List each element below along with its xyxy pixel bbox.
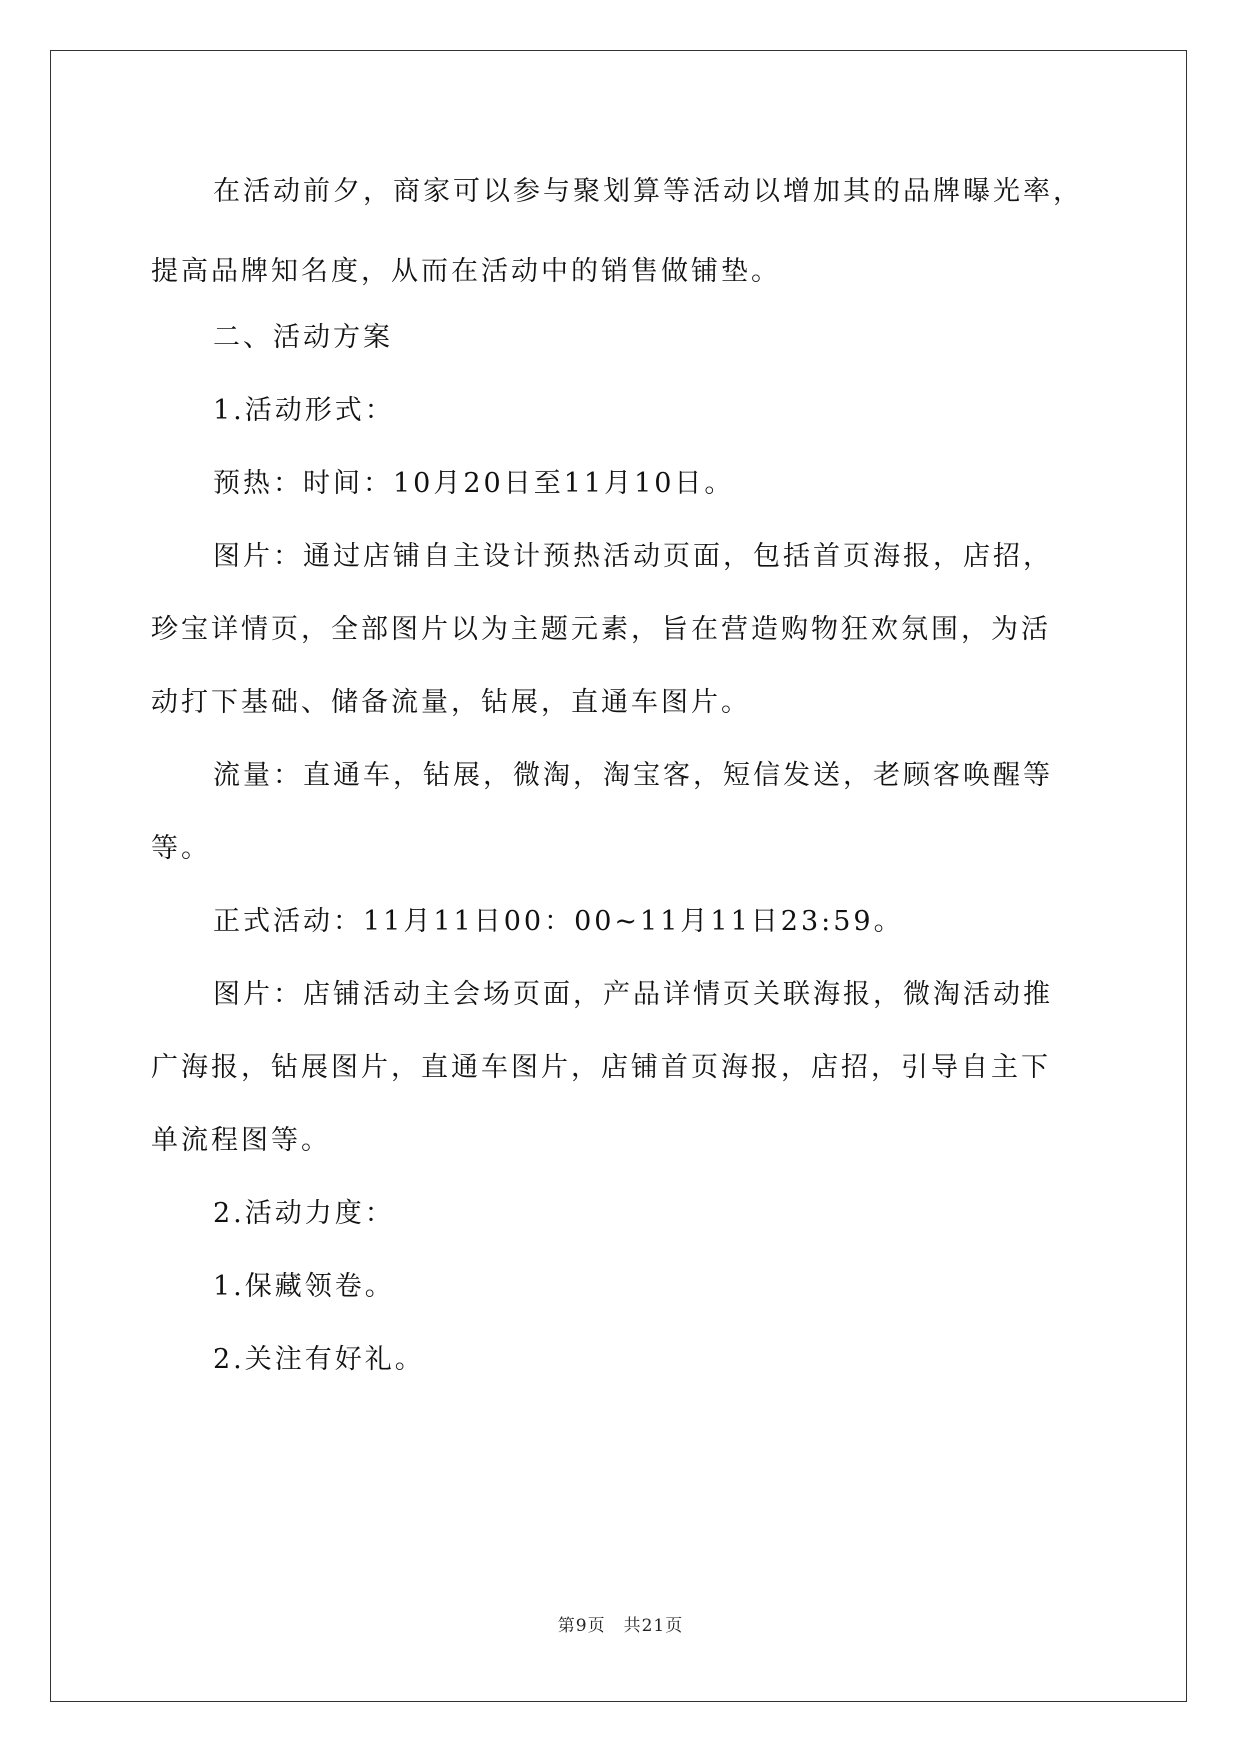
text-line: 预热：时间：10月20日至11月10日。 [213,468,735,499]
text-line: 珍宝详情页，全部图片以为主题元素，旨在营造购物狂欢氛围，为活 [151,614,1051,645]
text-line: 在活动前夕，商家可以参与聚划算等活动以增加其的品牌曝光率， [213,176,1083,207]
paragraph-official-images [151,955,1091,1181]
text-line: 等。 [151,833,211,864]
paragraph-traffic [151,736,1091,889]
list-item [151,1247,1091,1327]
page-number-footer: 第9页 共21页 [557,1616,684,1636]
paragraph-preheat-images [151,517,1091,743]
text-line: 动打下基础、储备流量，钻展，直通车图片。 [151,687,751,718]
paragraph-official-time [151,882,1091,962]
text-line: 1.活动形式： [213,395,395,426]
text-line: 1.保藏领卷。 [213,1271,395,1302]
text-line: 2.活动力度： [213,1198,395,1229]
text-line: 图片：店铺活动主会场页面，产品详情页关联海报，微淘活动推 [213,979,1053,1010]
text-line: 广海报，钻展图片，直通车图片，店铺首页海报，店招，引导自主下 [151,1052,1051,1083]
text-line: 二、活动方案 [213,322,393,353]
list-item [151,1320,1091,1400]
text-line: 图片：通过店铺自主设计预热活动页面，包括首页海报，店招， [213,541,1053,572]
text-line: 提高品牌知名度，从而在活动中的销售做铺垫。 [151,256,781,287]
text-line: 2.关注有好礼。 [213,1344,425,1375]
subsection-heading [151,1174,1091,1254]
text-line: 流量：直通车，钻展，微淘，淘宝客，短信发送，老顾客唤醒等 [213,760,1053,791]
text-line: 正式活动：11月11日00：00~11月11日23:59。 [213,906,904,937]
paragraph-preheat-intro [151,152,1091,312]
text-line: 单流程图等。 [151,1125,331,1156]
paragraph-preheat-time [151,444,1091,524]
section-heading [151,298,1091,378]
subsection-heading [151,371,1091,451]
